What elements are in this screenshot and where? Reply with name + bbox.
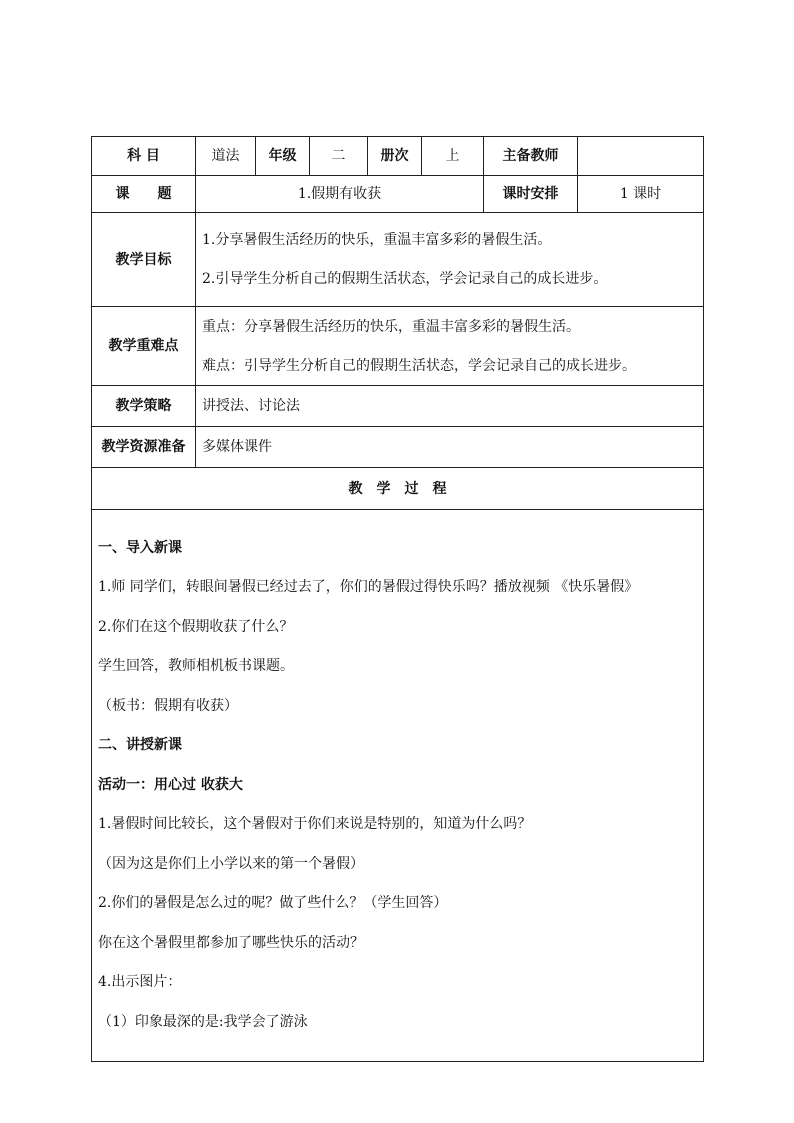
process-title: 教 学 过 程 [92,468,704,510]
process-line: （板书：假期有收获） [98,697,238,714]
process-content-row [92,510,704,1062]
subject-value: 道法 [196,137,256,176]
strategy-value: 讲授法、讨论法 [196,386,704,427]
strategy-row [92,386,704,427]
subject-label: 科 目 [92,137,196,176]
process-content [92,510,704,1062]
key-points-row [92,307,704,386]
teacher-label: 主备教师 [484,137,578,176]
objective-item: 1.分享暑假生活经历的快乐，重温丰富多彩的暑假生活。 [202,232,552,248]
volume-value: 上 [422,137,484,176]
strategy-label: 教学策略 [92,386,196,427]
process-line: 2.你们的暑假是怎么过的呢？做了些什么？（学生回答） [98,895,448,912]
objectives-label: 教学目标 [92,213,196,307]
schedule-label: 课时安排 [484,176,578,213]
process-line: 2.你们在这个假期收获了什么？ [98,618,294,635]
resources-label: 教学资源准备 [92,427,196,468]
header-row [92,137,704,176]
process-line: 学生回答，教师相机板书课题。 [98,658,294,675]
key-point-item: 重点：分享暑假生活经历的快乐，重温丰富多彩的暑假生活。 [202,318,580,335]
key-point-item: 难点：引导学生分析自己的假期生活状态，学会记录自己的成长进步。 [202,357,636,374]
resources-value: 多媒体课件 [196,427,704,468]
process-line: （1）印象最深的是:我学会了游泳 [98,1013,308,1030]
process-line: 你在这个暑假里都参加了哪些快乐的活动？ [98,934,364,951]
process-title-row [92,468,704,510]
objective-item: 2.引导学生分析自己的假期生活状态，学会记录自己的成长进步。 [202,271,608,287]
topic-value: 1.假期有收获 [196,176,484,213]
activity-heading: 活动一：用心过 收获大 [98,776,243,793]
objectives-content [196,213,704,307]
lesson-plan-table [91,136,704,1062]
topic-row [92,176,704,213]
grade-label: 年级 [256,137,310,176]
process-line: 1.师 同学们，转眼间暑假已经过去了，你们的暑假过得快乐吗？播放视频 《快乐暑假》 [98,579,639,596]
teacher-value [578,137,704,176]
process-line: 1.暑假时间比较长，这个暑假对于你们来说是特别的，知道为什么吗？ [98,816,532,833]
topic-label: 课 题 [92,176,196,213]
process-line: 4.出示图片： [98,974,182,991]
section-heading: 二、讲授新课 [98,737,182,754]
schedule-value: 1 课时 [578,176,704,213]
key-points-content [196,307,704,386]
key-points-label: 教学重难点 [92,307,196,386]
objectives-row [92,213,704,307]
resources-row [92,427,704,468]
process-line: （因为这是你们上小学以来的第一个暑假） [98,855,364,872]
grade-value: 二 [310,137,368,176]
section-heading: 一、导入新课 [98,539,182,556]
volume-label: 册次 [368,137,422,176]
